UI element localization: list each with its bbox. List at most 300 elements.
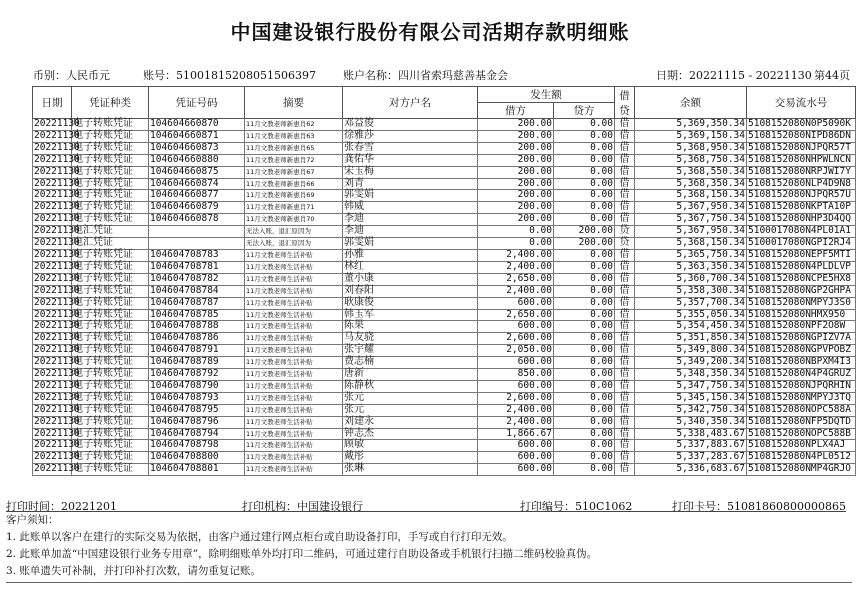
- cell-summary: 11月文教老师新惠肖72: [245, 154, 343, 166]
- cell-summary: 11月文教老师生活补贴: [245, 416, 343, 428]
- print-time-value: 20221201: [61, 500, 117, 513]
- table-row: [33, 142, 856, 154]
- cell-summary: 11月文教老师新惠肖66: [245, 178, 343, 190]
- cell-balance: 5,345,150.34: [635, 392, 747, 404]
- cell-serial: 5108152080NHMX950: [747, 309, 856, 321]
- table-row: [33, 464, 856, 476]
- cell-serial: 5108152080N4P4GRUZ: [747, 369, 856, 381]
- account-number-value: 51001815208051506397: [176, 69, 316, 82]
- cell-credit: 200.00: [554, 238, 615, 250]
- cell-voucher-number: 104604708785: [149, 309, 245, 321]
- cell-credit: 0.00: [554, 392, 615, 404]
- col-header-debit: 借方: [478, 103, 554, 119]
- cell-balance: 5,369,150.34: [635, 130, 747, 142]
- cell-counterparty: 张宇耀: [343, 345, 478, 357]
- cell-date: 20221130: [34, 451, 80, 463]
- cell-counterparty: 刘春阳: [343, 285, 478, 297]
- cell-credit: 0.00: [554, 380, 615, 392]
- cell-debit-credit: 借: [615, 130, 635, 142]
- cell-serial: 5108152080NRPJWI7Y: [747, 166, 856, 178]
- col-header-debit-credit: 借贷: [615, 87, 635, 119]
- col-header-serial: 交易流水号: [747, 87, 856, 119]
- cell-serial: 5108152080NPF2O8W: [747, 321, 856, 333]
- cell-voucher-number: 104604660874: [149, 178, 245, 190]
- cell-serial: 5108152080NGPVPOBZ: [747, 345, 856, 357]
- cell-date: 20221130: [34, 379, 80, 391]
- cell-voucher-number: 104604708794: [149, 428, 245, 440]
- cell-debit: 200.00: [478, 166, 554, 178]
- table-row: [33, 154, 856, 166]
- cell-serial: 5108152080N0P5090K: [747, 119, 856, 131]
- cell-date: 20221130: [34, 308, 80, 320]
- cell-debit: 2,400.00: [478, 261, 554, 273]
- cell-voucher-type: 电子转账凭证: [72, 154, 149, 166]
- cell-debit-credit: 借: [615, 166, 635, 178]
- cell-balance: 5,368,750.34: [635, 154, 747, 166]
- cell-counterparty: 费志楠: [343, 357, 478, 369]
- cell-balance: 5,365,750.34: [635, 249, 747, 261]
- cell-summary: 11月文教老师生活补贴: [245, 345, 343, 357]
- col-header-balance: 余额: [635, 87, 747, 119]
- cell-date: 20221130: [34, 415, 80, 427]
- cell-serial: 5108152080NHP3D4QQ: [747, 214, 856, 226]
- cell-balance: 5,351,850.34: [635, 333, 747, 345]
- cell-voucher-type: 电子转账凭证: [72, 309, 149, 321]
- transaction-table: [32, 86, 856, 476]
- cell-counterparty: 刘青: [343, 178, 478, 190]
- cell-summary: 无法入账，退汇原因为: [245, 238, 343, 250]
- cell-balance: 5,357,700.34: [635, 297, 747, 309]
- cell-debit: 200.00: [478, 154, 554, 166]
- table-row: [33, 166, 856, 178]
- cell-summary: 11月文教老师生活补贴: [245, 333, 343, 345]
- cell-balance: 5,369,350.34: [635, 119, 747, 131]
- cell-debit: 600.00: [478, 321, 554, 333]
- cell-serial: 5108152080NMP4GRJO: [747, 464, 856, 476]
- cell-voucher-type: 电子转账凭证: [72, 178, 149, 190]
- cell-date: 20221130: [34, 201, 80, 213]
- cell-voucher-number: 104604708787: [149, 297, 245, 309]
- cell-voucher-number: 104604708789: [149, 357, 245, 369]
- cell-serial: 5108152080NGPIZV7A: [747, 333, 856, 345]
- cell-summary: 11月文教老师新惠肖69: [245, 190, 343, 202]
- table-row: [33, 333, 856, 345]
- cell-voucher-number: 104604708783: [149, 249, 245, 261]
- cell-voucher-type: 电子转账凭证: [72, 142, 149, 154]
- cell-serial: 5108152080NJPQR57T: [747, 142, 856, 154]
- cell-credit: 0.00: [554, 190, 615, 202]
- cell-summary: 无法入账，退汇原因为: [245, 226, 343, 238]
- cell-debit-credit: 借: [615, 178, 635, 190]
- cell-credit: 0.00: [554, 214, 615, 226]
- cell-voucher-type: 电子转账凭证: [72, 369, 149, 381]
- cell-voucher-number: 104604708782: [149, 273, 245, 285]
- notes-title: 客户须知：: [6, 514, 59, 526]
- cell-debit-credit: 借: [615, 190, 635, 202]
- cell-debit: 2,650.00: [478, 309, 554, 321]
- table-row: [33, 392, 856, 404]
- cell-serial: 5108152080N4PLDLVP: [747, 261, 856, 273]
- account-number-info: [143, 67, 316, 83]
- cell-serial: 5108152080NEPF5MTI: [747, 249, 856, 261]
- cell-debit: 2,400.00: [478, 404, 554, 416]
- cell-date: 20221130: [34, 296, 80, 308]
- cell-debit-credit: 贷: [615, 238, 635, 250]
- cell-summary: 11月文教老师生活补贴: [245, 452, 343, 464]
- cell-counterparty: 韩玉军: [343, 309, 478, 321]
- cell-credit: 0.00: [554, 142, 615, 154]
- cell-voucher-number: 104604708790: [149, 380, 245, 392]
- cell-date: 20221130: [34, 141, 80, 153]
- cell-credit: 0.00: [554, 452, 615, 464]
- table-row: [33, 297, 856, 309]
- print-org-value: 中国建设银行: [297, 500, 363, 513]
- cell-balance: 5,367,950.34: [635, 226, 747, 238]
- cell-voucher-number: 104604708793: [149, 392, 245, 404]
- cell-summary: 11月文教老师生活补贴: [245, 261, 343, 273]
- cell-serial: 5108152080NMPYJ3TQ: [747, 392, 856, 404]
- cell-debit-credit: 借: [615, 309, 635, 321]
- cell-counterparty: 郭雯娟: [343, 238, 478, 250]
- cell-debit-credit: 借: [615, 464, 635, 476]
- account-name-info: [343, 67, 508, 83]
- cell-counterparty: 邓益俊: [343, 119, 478, 131]
- cell-debit: 2,600.00: [478, 392, 554, 404]
- cell-date: 20221130: [34, 463, 80, 475]
- cell-voucher-type: 电子转账凭证: [72, 333, 149, 345]
- cell-counterparty: 唐新: [343, 369, 478, 381]
- cell-date: 20221130: [34, 272, 80, 284]
- cell-voucher-number: 104604708798: [149, 440, 245, 452]
- cell-debit-credit: 借: [615, 357, 635, 369]
- cell-voucher-number: 104604708796: [149, 416, 245, 428]
- table-row: [33, 261, 856, 273]
- cell-counterparty: 张春雪: [343, 142, 478, 154]
- cell-counterparty: 孙雅: [343, 249, 478, 261]
- cell-serial: 5108152080NHPWLNCN: [747, 154, 856, 166]
- cell-debit-credit: 借: [615, 214, 635, 226]
- cell-summary: 11月文教老师生活补贴: [245, 440, 343, 452]
- cell-balance: 5,349,800.34: [635, 345, 747, 357]
- cell-debit-credit: 借: [615, 142, 635, 154]
- cell-debit: 850.00: [478, 369, 554, 381]
- cell-debit: 200.00: [478, 119, 554, 131]
- cell-voucher-number: 104604660871: [149, 130, 245, 142]
- cell-credit: 0.00: [554, 249, 615, 261]
- table-row: [33, 309, 856, 321]
- cell-counterparty: 顾敏: [343, 440, 478, 452]
- table-row: [33, 416, 856, 428]
- cell-credit: 0.00: [554, 261, 615, 273]
- cell-debit: 1,866.67: [478, 428, 554, 440]
- cell-debit: 0.00: [478, 238, 554, 250]
- cell-balance: 5,348,350.34: [635, 369, 747, 381]
- cell-balance: 5,340,350.34: [635, 416, 747, 428]
- cell-summary: 11月文教老师生活补贴: [245, 369, 343, 381]
- cell-credit: 0.00: [554, 369, 615, 381]
- cell-counterparty: 李迪: [343, 226, 478, 238]
- account-number-label: 账号：: [143, 69, 176, 82]
- cell-balance: 5,367,950.34: [635, 202, 747, 214]
- table-row: [33, 380, 856, 392]
- cell-voucher-type: 电子转账凭证: [72, 321, 149, 333]
- cell-credit: 0.00: [554, 416, 615, 428]
- currency-info: [33, 67, 110, 83]
- cell-counterparty: 郭雯娟: [343, 190, 478, 202]
- cell-voucher-type: 电子转账凭证: [72, 119, 149, 131]
- cell-voucher-type: 电子转账凭证: [72, 392, 149, 404]
- cell-summary: 11月文教老师生活补贴: [245, 285, 343, 297]
- cell-voucher-number: 104604708784: [149, 285, 245, 297]
- cell-debit-credit: 借: [615, 380, 635, 392]
- cell-voucher-number: 104604660877: [149, 190, 245, 202]
- cell-voucher-type: 电子转账凭证: [72, 249, 149, 261]
- cell-balance: 5,368,350.34: [635, 178, 747, 190]
- col-header-date: 日期: [33, 87, 72, 119]
- cell-voucher-type: 电子转账凭证: [72, 452, 149, 464]
- cell-credit: 0.00: [554, 119, 615, 131]
- cell-credit: 0.00: [554, 309, 615, 321]
- cell-counterparty: 张元: [343, 392, 478, 404]
- cell-voucher-number: 104604660878: [149, 214, 245, 226]
- cell-credit: 0.00: [554, 202, 615, 214]
- col-header-credit: 贷方: [554, 103, 615, 119]
- cell-counterparty: 林红: [343, 261, 478, 273]
- note-item-2: 2. 此账单加盖“中国建设银行业务专用章”，除明细账单外均打印二维码，可通过建行自助设备或手机银行扫描二维码校验真伪。: [6, 548, 598, 560]
- cell-debit: 200.00: [478, 202, 554, 214]
- cell-counterparty: 龚佑华: [343, 154, 478, 166]
- cell-voucher-number: 104604660870: [149, 119, 245, 131]
- cell-voucher-type: 电汇凭证: [72, 238, 149, 250]
- cell-balance: 5,358,300.34: [635, 285, 747, 297]
- note-item-3: 3. 账单遗失可补制，并打印补打次数，请勿重复记账。: [6, 565, 261, 577]
- cell-voucher-number: 104604708791: [149, 345, 245, 357]
- cell-debit: 2,600.00: [478, 333, 554, 345]
- cell-debit-credit: 借: [615, 154, 635, 166]
- date-range-value: 20221115 - 20221130: [689, 69, 812, 82]
- cell-date: 20221130: [34, 356, 80, 368]
- cell-credit: 0.00: [554, 285, 615, 297]
- cell-voucher-type: 电子转账凭证: [72, 202, 149, 214]
- cell-date: 20221130: [34, 237, 80, 249]
- table-row: [33, 321, 856, 333]
- cell-voucher-type: 电子转账凭证: [72, 285, 149, 297]
- cell-summary: 11月文教老师新惠肖70: [245, 214, 343, 226]
- cell-voucher-type: 电子转账凭证: [72, 166, 149, 178]
- cell-date: 20221130: [34, 260, 80, 272]
- account-name-label: 账户名称：: [343, 69, 398, 82]
- cell-summary: 11月文教老师生活补贴: [245, 321, 343, 333]
- cell-counterparty: 张元: [343, 404, 478, 416]
- cell-debit: 0.00: [478, 226, 554, 238]
- notes-bottom-rule: [6, 582, 852, 583]
- cell-credit: 0.00: [554, 154, 615, 166]
- cell-counterparty: 刘建永: [343, 416, 478, 428]
- cell-voucher-type: 电子转账凭证: [72, 345, 149, 357]
- cell-counterparty: 张琳: [343, 464, 478, 476]
- cell-debit-credit: 借: [615, 440, 635, 452]
- cell-balance: 5,347,750.34: [635, 380, 747, 392]
- cell-debit-credit: 借: [615, 404, 635, 416]
- page-number: 第44页: [814, 69, 850, 82]
- cell-serial: 5100017080NGPI2RJ4: [747, 238, 856, 250]
- table-row: [33, 130, 856, 142]
- cell-voucher-type: 电子转账凭证: [72, 261, 149, 273]
- cell-debit-credit: 贷: [615, 226, 635, 238]
- cell-serial: 5108152080NMPYJ3S0: [747, 297, 856, 309]
- cell-voucher-type: 电子转账凭证: [72, 428, 149, 440]
- cell-voucher-type: 电汇凭证: [72, 226, 149, 238]
- table-row: [33, 190, 856, 202]
- cell-voucher-number: [149, 238, 245, 250]
- cell-balance: 5,368,150.34: [635, 190, 747, 202]
- cell-serial: 5108152080NJPQR57U: [747, 190, 856, 202]
- customer-notes: [6, 511, 846, 580]
- table-row: [33, 357, 856, 369]
- cell-debit-credit: 借: [615, 297, 635, 309]
- cell-debit: 600.00: [478, 452, 554, 464]
- table-row: [33, 226, 856, 238]
- cell-credit: 0.00: [554, 321, 615, 333]
- cell-debit: 2,400.00: [478, 416, 554, 428]
- cell-debit-credit: 借: [615, 202, 635, 214]
- cell-summary: 11月文教老师生活补贴: [245, 428, 343, 440]
- cell-balance: 5,367,750.34: [635, 214, 747, 226]
- account-name-value: 四川省索玛慈善基金会: [398, 69, 508, 82]
- cell-serial: 5108152080N4PL0512: [747, 452, 856, 464]
- cell-counterparty: 宋玉梅: [343, 166, 478, 178]
- table-row: [33, 249, 856, 261]
- cell-debit-credit: 借: [615, 416, 635, 428]
- cell-debit: 600.00: [478, 357, 554, 369]
- cell-serial: 5108152080NKPTA10P: [747, 202, 856, 214]
- table-row: [33, 428, 856, 440]
- cell-debit: 200.00: [478, 214, 554, 226]
- cell-date: 20221130: [34, 368, 80, 380]
- cell-debit-credit: 借: [615, 261, 635, 273]
- cell-summary: 11月文教老师生活补贴: [245, 404, 343, 416]
- cell-date: 20221130: [34, 439, 80, 451]
- cell-debit-credit: 借: [615, 273, 635, 285]
- table-row: [33, 238, 856, 250]
- cell-voucher-number: 104604660879: [149, 202, 245, 214]
- col-header-summary: 摘要: [245, 87, 343, 119]
- cell-balance: 5,338,483.67: [635, 428, 747, 440]
- col-header-amount: 发生额: [478, 87, 615, 103]
- cell-balance: 5,368,950.34: [635, 142, 747, 154]
- cell-debit: 2,400.00: [478, 249, 554, 261]
- cell-balance: 5,342,750.34: [635, 404, 747, 416]
- cell-balance: 5,336,683.67: [635, 464, 747, 476]
- cell-serial: 5108152080NIPD86DN: [747, 130, 856, 142]
- cell-voucher-number: 104604708788: [149, 321, 245, 333]
- cell-summary: 11月文教老师生活补贴: [245, 380, 343, 392]
- cell-voucher-type: 电子转账凭证: [72, 404, 149, 416]
- cell-debit: 600.00: [478, 440, 554, 452]
- cell-voucher-type: 电子转账凭证: [72, 357, 149, 369]
- cell-summary: 11月文教老师新惠肖63: [245, 130, 343, 142]
- cell-voucher-type: 电子转账凭证: [72, 380, 149, 392]
- cell-date: 20221130: [34, 129, 80, 141]
- cell-date: 20221130: [34, 403, 80, 415]
- cell-debit-credit: 借: [615, 321, 635, 333]
- cell-credit: 0.00: [554, 273, 615, 285]
- print-time-label: 打印时间：: [6, 500, 61, 513]
- cell-debit-credit: 借: [615, 249, 635, 261]
- cell-counterparty: 陈静秋: [343, 380, 478, 392]
- table-row: [33, 452, 856, 464]
- cell-balance: 5,368,150.34: [635, 238, 747, 250]
- cell-voucher-number: 104604708781: [149, 261, 245, 273]
- print-number-value: 510C1062: [575, 500, 633, 513]
- print-card-label: 打印卡号：: [672, 500, 727, 513]
- cell-voucher-number: 104604708792: [149, 369, 245, 381]
- cell-summary: 11月文教老师新惠肖71: [245, 202, 343, 214]
- cell-serial: 5108152080NGP2GHPA: [747, 285, 856, 297]
- cell-serial: 5108152080NJPQRHIN: [747, 380, 856, 392]
- cell-counterparty: 韩威: [343, 202, 478, 214]
- cell-serial: 5100017080N4PL01A1: [747, 226, 856, 238]
- cell-counterparty: 陈果: [343, 321, 478, 333]
- cell-summary: 11月文教老师生活补贴: [245, 309, 343, 321]
- cell-voucher-type: 电子转账凭证: [72, 464, 149, 476]
- table-row: [33, 345, 856, 357]
- cell-voucher-type: 电子转账凭证: [72, 190, 149, 202]
- cell-counterparty: 戴彤: [343, 452, 478, 464]
- cell-debit: 2,400.00: [478, 285, 554, 297]
- cell-date: 20221130: [34, 320, 80, 332]
- cell-credit: 0.00: [554, 357, 615, 369]
- cell-balance: 5,355,050.34: [635, 309, 747, 321]
- cell-debit: 200.00: [478, 190, 554, 202]
- cell-counterparty: 董小康: [343, 273, 478, 285]
- table-row: [33, 404, 856, 416]
- table-row: [33, 369, 856, 381]
- cell-credit: 0.00: [554, 130, 615, 142]
- col-header-counterparty: 对方户名: [343, 87, 478, 119]
- currency-value: 人民币元: [66, 69, 110, 82]
- date-range-info: [656, 67, 812, 83]
- cell-date: 20221130: [34, 165, 80, 177]
- cell-voucher-type: 电子转账凭证: [72, 273, 149, 285]
- note-item-1: 1. 此账单以客户在建行的实际交易为依据，由客户通过建行网点柜台或自助设备打印，手写或自行打印无效。: [6, 531, 513, 543]
- cell-debit: 600.00: [478, 297, 554, 309]
- cell-serial: 5108152080NFP5DQTD: [747, 416, 856, 428]
- cell-serial: 5108152080NCPE5HX8: [747, 273, 856, 285]
- table-row: [33, 285, 856, 297]
- cell-debit: 200.00: [478, 130, 554, 142]
- table-row: [33, 440, 856, 452]
- cell-date: 20221130: [34, 213, 80, 225]
- cell-voucher-type: 电子转账凭证: [72, 440, 149, 452]
- cell-credit: 0.00: [554, 166, 615, 178]
- cell-date: 20221130: [34, 332, 80, 344]
- cell-serial: 5108152080NPLX4AJ: [747, 440, 856, 452]
- cell-debit: 600.00: [478, 380, 554, 392]
- cell-summary: 11月文教老师生活补贴: [245, 392, 343, 404]
- cell-debit: 2,650.00: [478, 273, 554, 285]
- cell-serial: 5108152080NBPXM4I3: [747, 357, 856, 369]
- cell-summary: 11月文教老师新惠肖65: [245, 142, 343, 154]
- cell-serial: 5108152080NLP4D9N8: [747, 178, 856, 190]
- cell-voucher-number: 104604708801: [149, 464, 245, 476]
- cell-date: 20221130: [34, 391, 80, 403]
- cell-date: 20221130: [34, 118, 80, 129]
- cell-date: 20221130: [34, 189, 80, 201]
- cell-date: 20221130: [34, 248, 80, 260]
- cell-balance: 5,368,550.34: [635, 166, 747, 178]
- cell-counterparty: 耿康俊: [343, 297, 478, 309]
